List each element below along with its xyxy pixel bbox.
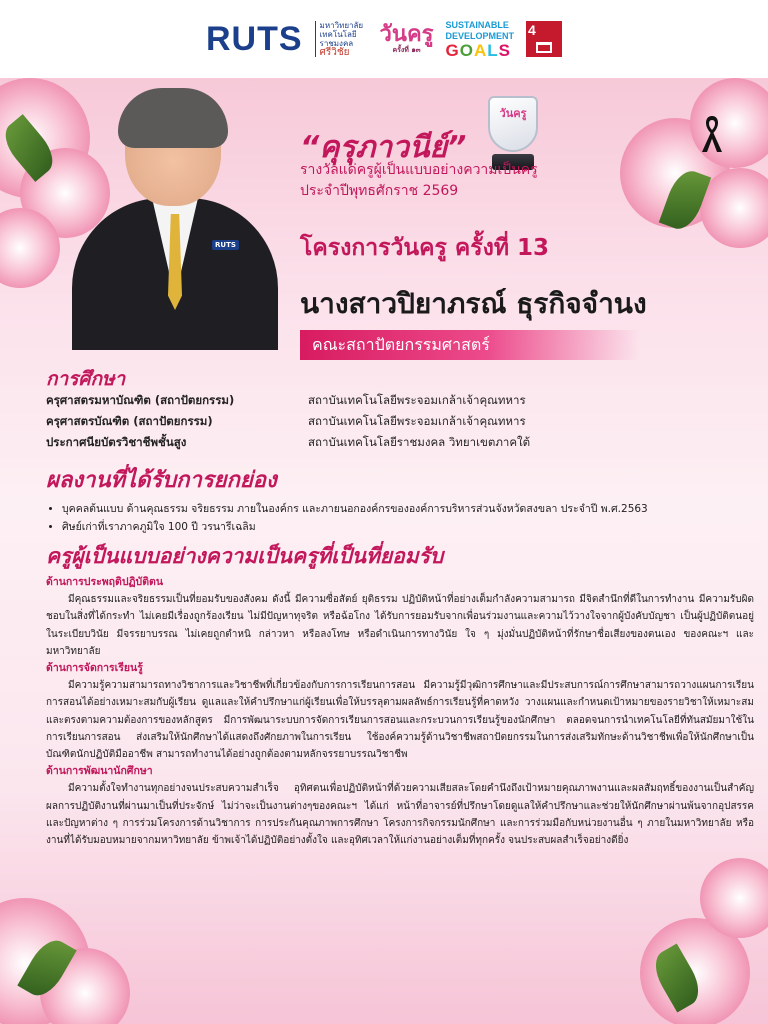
model-teacher-heading: ครูผู้เป็นแบบอย่างความเป็นครูที่เป็นที่ยอมรับ	[46, 544, 444, 568]
teacher-name: นางสาวปิยาภรณ์ ธุรกิจจำนง	[300, 287, 647, 320]
header-logo-bar	[0, 0, 768, 78]
awards-heading: ผลงานที่ได้รับการยกย่อง	[46, 468, 277, 493]
teachers-day-logo: วันครู ครั้งที่ ๑๓	[379, 22, 434, 54]
faculty-band: คณะสถาปัตยกรรมศาสตร์	[300, 330, 640, 360]
institution-label: สถาบันเทคโนโลยีพระจอมเกล้าเจ้าคุณทหาร	[308, 414, 526, 428]
section-paragraph: มีความตั้งใจทำงานทุกอย่างจนประสบความสำเร็จ อุทิศตนเพื่อปฏิบัติหน้าที่ด้วยความเสียสละโดยคำนึงถึงเป้าหมายคุณภาพงานและผลสัมฤทธิ์ของงานเป็นสำคัญ ผลการปฏิบัติงานที่ผ่านมาเป็นที่ประจักษ์ ไม่ว่าจะเป็นงานต่างๆของคณะฯ ได้แก่ หน้าที่อาจารย์ที่ปรึกษาโดยดูแลให้คำปรึกษาและช่วยให้นักศึกษาผ่านพ้นจากอุปสรรคและปัญหาต่าง ๆ การร่วมโครงการด้านวิชาการ การประกันคุณภาพการศึกษา โครงการกิจกรรมนักศึกษา และการร่วมมือกับหน่วยงานอื่น ๆ ภายในมหาวิทยาลัย หรืองานที่ได้รับมอบหมายจากมหาวิทยาลัย ข้าพเจ้าได้ปฏิบัติอย่างตั้งใจ และอุทิศเวลาให้แก่งานอย่างเต็มที่ทุกครั้ง จนประสบผลสำเร็จอย่างดียิ่ง	[46, 783, 754, 847]
sdg4-quality-education-icon: 4	[526, 21, 562, 57]
ruts-logo-subtitle: มหาวิทยาลัย เทคโนโลยีราชมงคล ศรีวิชัย	[315, 21, 368, 57]
education-row	[46, 390, 736, 411]
section-subheading: ด้านการประพฤติปฏิบัติตน	[46, 576, 164, 588]
institution-label: สถาบันเทคโนโลยีราชมงคล วิทยาเขตภาคใต้	[308, 435, 531, 449]
education-row	[46, 411, 736, 432]
education-list	[46, 390, 736, 453]
sdg-logo: SUSTAINABLE DEVELOPMENT GOALS	[445, 19, 514, 60]
institution-label: สถาบันเทคโนโลยีพระจอมเกล้าเจ้าคุณทหาร	[308, 393, 526, 407]
degree-label: ครุศาสตรบัณฑิต (สถาปัตยกรรม)	[46, 414, 213, 428]
award-subtitle: รางวัลแด่ครูผู้เป็นแบบอย่างความเป็นครู ประจำปีพุทธศักราช 2569	[300, 162, 538, 199]
trophy-icon: วันครู	[482, 96, 544, 174]
model-teacher-body	[46, 574, 754, 849]
education-heading: การศึกษา	[46, 368, 126, 390]
degree-label: ครุศาสตรมหาบัณฑิต (สถาปัตยกรรม)	[46, 393, 235, 407]
awards-list	[46, 500, 752, 536]
list-item: • บุคคลต้นแบบ ด้านคุณธรรม จริยธรรม ภายในองค์กร และภายนอกองค์กรขององค์การบริหารส่วนจังหวัดสงขลา ประจำปี พ.ศ.2563	[62, 500, 752, 518]
teacher-portrait	[62, 88, 288, 350]
award-title: “คุรุภาวนีย์”	[300, 130, 467, 165]
degree-label: ประกาศนียบัตรวิชาชีพชั้นสูง	[46, 435, 187, 449]
list-item: • ศิษย์เก่าที่เราภาคภูมิใจ 100 ปี วรนารีเฉลิม	[62, 518, 752, 536]
black-ribbon-icon	[700, 114, 724, 154]
section-subheading: ด้านการพัฒนานักศึกษา	[46, 765, 153, 778]
ruts-logo: RUTS	[205, 19, 303, 58]
section-subheading: ด้านการจัดการเรียนรู้	[46, 662, 143, 675]
section-paragraph: มีความรู้ความสามารถทางวิชาการและวิชาชีพที่เกี่ยวข้องกับการการเรียนการสอน มีความรู้มีวุฒิการศึกษาและมีประสบการณ์การศึกษาสามารถวางแผนการเรียนการสอนได้อย่างเหมาะสมกับผู้เรียน ดูแลและให้คำปรึกษาแก่ผู้เรียนเพื่อให้บรรลุตามผลลัพธ์การเรียนรู้ที่คาดหวัง วางแผนและกำหนดเป้าหมายของรายวิชาให้เหมาะสมและตรงตามความต้องการของหลักสูตร มีการพัฒนาระบบการจัดการเรียนการสอนและกระบวนการเรียนรู้ของนักศึกษา ตลอดจนการนำเทคโนโลยีที่ทันสมัยมาใช้ในการเรียนการสอน ส่งเสริมให้นักศึกษาได้แสดงถึงศักยภาพในการเรียน ใช้องค์ความรู้ด้านวิชาชีพสถาปัตยกรรมในการส่งเสริมทักษะด้านวิชาชีพเพื่อให้นักศึกษาเป็นบัณฑิตนักปฏิบัติมืออาชีพ สามารถทำงานได้อย่างถูกต้องตามหลักจรรยาบรรณวิชาชีพ	[46, 680, 754, 761]
section-paragraph: มีคุณธรรมและจริยธรรมเป็นที่ยอมรับของสังคม ดังนี้ มีความซื่อสัตย์ ยุติธรรม ปฏิบัติหน้าที่อย่างเต็มกำลังความสามารถ มีจิตสำนึกที่ดีในการทำงาน มีความรับผิดชอบในสิ่งที่ได้กระทำ ไม่เคยมีเรื่องถูกร้องเรียน ไม่มีปัญหาทุจริต หรือฉ้อโกง ได้รับการยอมรับจากเพื่อนร่วมงานและความไว้วางใจจากผู้บังคับบัญชา เป็นผู้ปฏิบัติตนอยู่ในระเบียบวินัย มีจรรยาบรรณ ไม่เคยถูกตำหนิ กล่าวหา หรือลงโทษ หรือดำเนินการทางวินัย ใจ ๆ มุ่งมั่นปฏิบัติหน้าที่รักษาชื่อเสียงของตนเอง ของคณะฯ และมหาวิทยาลัย	[46, 594, 754, 657]
project-title: โครงการวันครู ครั้งที่ 13	[300, 235, 550, 261]
ruts-badge: RUTS	[212, 240, 239, 250]
education-row	[46, 432, 736, 453]
